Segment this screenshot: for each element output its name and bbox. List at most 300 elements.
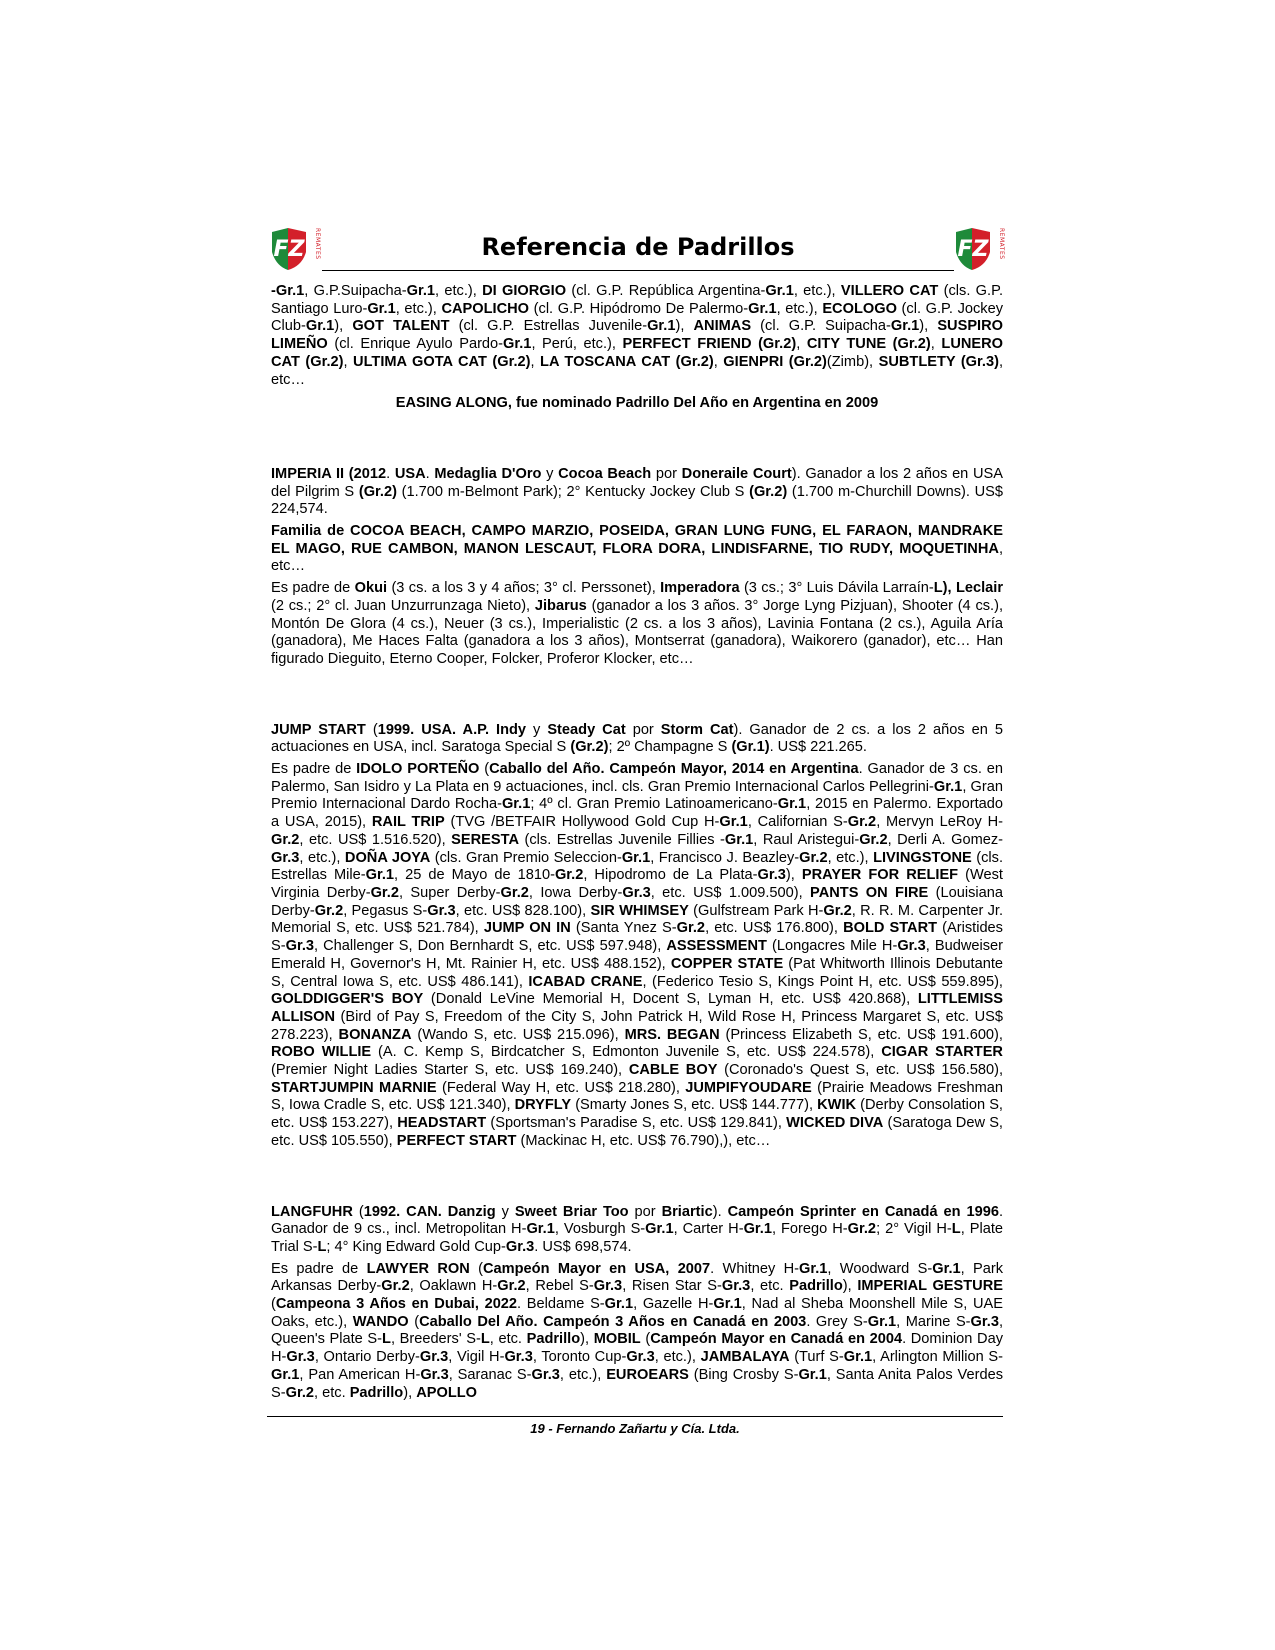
bold-text: Gr.1 <box>777 796 807 813</box>
bold-text: (Gr.2) <box>570 739 609 756</box>
text-run: (2 cs.; 2° cl. Juan Unzurrunzaga Nieto), <box>271 597 535 614</box>
bold-text: L <box>951 1221 961 1238</box>
bold-text: Jibarus <box>534 597 587 614</box>
bold-text: VILLERO CAT <box>840 283 939 299</box>
bold-text: Gr.3 <box>505 1238 535 1255</box>
bold-text: Campeona 3 Años en Dubai, 2022 <box>275 1296 518 1313</box>
bold-text: Gr.2 <box>799 849 828 866</box>
bold-text: Caballo del Año. Campeón Mayor, 2014 en Argentina <box>489 761 859 778</box>
text-run: , Gazelle H- <box>633 1296 714 1313</box>
text-run: (3 cs. a los 3 y 4 años; 3° cl. Perssonet), <box>387 580 661 597</box>
bold-text: (Gr.2) <box>749 483 788 500</box>
text-run: (cls. Estrellas Juvenile Fillies - <box>519 831 725 848</box>
bold-text: LUNERO CAT (Gr.2) <box>271 336 1004 370</box>
text-run: por <box>628 1203 662 1220</box>
bold-text: Gr.2 <box>500 884 529 901</box>
text-run: ), <box>675 318 694 335</box>
bold-text: Gr.1 <box>890 318 920 335</box>
text-run: , Rebel S- <box>525 1278 594 1295</box>
easing-along-note: EASING ALONG, fue nominado Padrillo Del Año en Argentina en 2009 <box>395 395 879 412</box>
text-run: , Challenger S, Don Bernhardt S, etc. US$ 597.948), <box>314 938 667 955</box>
text-run: y <box>541 465 559 482</box>
bold-text: DI GIORGIO <box>482 283 567 299</box>
bold-text: PRAYER FOR RELIEF <box>801 867 959 884</box>
text-run: , Oaklawn H- <box>409 1278 498 1295</box>
bold-text: L <box>480 1331 490 1348</box>
text-run: , etc… <box>271 353 1004 388</box>
bold-text: Gr.3 <box>970 1313 999 1330</box>
bold-text: Gr.3 <box>721 1278 751 1295</box>
langfuhr-progeny <box>271 1261 1003 1403</box>
jump-start-progeny <box>271 761 1003 1150</box>
bold-text: Gr.3 <box>626 1349 655 1366</box>
bold-text: Gr.1 <box>932 1260 961 1277</box>
text-run: ( <box>271 1296 276 1313</box>
text-run: . US$ 221.265. <box>769 739 867 756</box>
bold-text: LITTLEMISS ALLISON <box>271 991 1003 1025</box>
bold-text: PERFECT START <box>396 1132 517 1149</box>
text-run: (cls. Estrellas Mile- <box>271 849 1004 884</box>
text-run: , etc. US$ 1.516.520), <box>299 831 452 848</box>
text-run: ( <box>469 1260 483 1277</box>
bold-text: Caballo Del Año. Campeón 3 Años en Canadá en 2003 <box>419 1313 807 1330</box>
bold-text: Gr.1 <box>645 1221 674 1238</box>
text-run: ), <box>403 1384 417 1401</box>
bold-text: Gr.1 <box>503 336 532 353</box>
text-run: ), <box>334 318 353 335</box>
remates-logo-left <box>270 226 322 274</box>
bold-text: CITY TUNE (Gr.2) <box>806 336 931 353</box>
text-run: ). Ganador de 2 cs. a los 2 años en 5 actuaciones en USA, incl. Saratoga Special S <box>271 721 1004 756</box>
text-run: , etc.), <box>776 300 823 317</box>
page-footer: 19 - Fernando Zañartu y Cía. Ltda. <box>530 1421 740 1436</box>
svg-text:FZ: FZ <box>273 237 305 262</box>
text-run: . <box>386 465 395 482</box>
text-run: , etc. <box>750 1278 790 1295</box>
bold-text: JUMPIFYOUDARE <box>685 1079 812 1096</box>
bold-text: Doneraile Court <box>681 465 792 482</box>
text-run: , Santa Anita Palos Verdes S- <box>271 1366 1003 1401</box>
text-run: , Pan American H- <box>299 1366 421 1383</box>
text-run: y <box>526 721 548 738</box>
bold-text: Gr.3 <box>420 1366 449 1383</box>
text-run: , Arlington Million S- <box>872 1349 1004 1366</box>
bold-text: CABLE BOY <box>628 1062 718 1079</box>
text-run: , Plate Trial S- <box>271 1221 1003 1255</box>
text-run: ; 4° King Edward Gold Cup- <box>326 1238 506 1255</box>
bold-text: Gr.3 <box>757 867 786 884</box>
bold-text: LIVINGSTONE <box>873 849 972 866</box>
bold-text: Gr.1 <box>365 867 395 884</box>
text-run: , Super Derby- <box>398 884 501 901</box>
text-run: (cl. G.P. República Argentina- <box>566 283 766 299</box>
bold-text: Gr.2 <box>859 831 888 848</box>
bold-text: JUMP START <box>271 721 366 738</box>
bold-text: RAIL TRIP <box>371 814 445 831</box>
text-run: , Iowa Derby- <box>528 884 623 901</box>
bold-text: Gr.2 <box>285 1384 314 1401</box>
bold-text: Gr.2 <box>554 867 584 884</box>
document-body <box>271 283 1003 1402</box>
bold-text: Padrillo <box>789 1278 843 1295</box>
bold-text: Campeón Mayor en USA, 2007 <box>483 1260 711 1277</box>
bold-text: Gr.1 <box>798 1366 827 1383</box>
bold-text: ICABAD CRANE <box>528 973 643 990</box>
bold-text: Gr.2 <box>676 920 706 937</box>
svg-text:REMATES: REMATES <box>998 228 1005 260</box>
text-run: , 2015 en Palermo. Exportado a USA, 2015), <box>271 796 1003 831</box>
text-run: . Whitney H- <box>710 1260 800 1277</box>
bold-text: USA <box>394 465 426 482</box>
text-run: , Risen Star S- <box>622 1278 722 1295</box>
text-run: (cls. Gran Premio Seleccion- <box>430 849 622 866</box>
page-header <box>270 226 1006 276</box>
header-rule <box>322 270 954 271</box>
bold-text: SUSPIRO LIMEÑO <box>271 318 1003 353</box>
bold-text: Gr.2 <box>314 902 344 919</box>
text-run: (Derby Consolation S, etc. US$ 153.227), <box>271 1097 1003 1132</box>
paragraph <box>271 283 1003 389</box>
bold-text: Gr.1 <box>305 318 335 335</box>
bold-text: ASSESSMENT <box>666 938 767 955</box>
bold-text: PERFECT FRIEND (Gr.2) <box>622 336 797 353</box>
bold-text: SERESTA <box>451 831 520 848</box>
bold-text: Gr.1 <box>724 831 754 848</box>
text-run: , etc… <box>271 540 1003 575</box>
text-run: (Sportsman's Paradise S, etc. US$ 129.841), <box>486 1115 787 1132</box>
text-run: (1.700 m-Belmont Park); 2° Kentucky Jockey Club S <box>396 483 750 500</box>
text-run: , Ontario Derby- <box>314 1349 420 1366</box>
text-run: , (Federico Tesio S, Kings Point H, etc. US$ 559.895), <box>642 973 1003 990</box>
text-run: , <box>713 353 724 370</box>
bold-text: Gr.3 <box>286 1349 315 1366</box>
bold-text: BOLD START <box>843 920 938 937</box>
bold-text: Gr.3 <box>427 902 456 919</box>
text-run: ( <box>365 721 378 738</box>
text-run: , Park Arkansas Derby- <box>271 1260 1004 1295</box>
bold-text: Gr.3 <box>897 938 926 955</box>
bold-text: Gr.2 <box>823 902 852 919</box>
text-run: , Vigil H- <box>448 1349 505 1366</box>
text-run: Es padre de <box>271 1260 367 1277</box>
bold-text: Gr.1 <box>271 1366 300 1383</box>
text-run: (Pat Whitworth Illinois Debutante S, Central Iowa S, etc. US$ 486.141), <box>271 955 1003 990</box>
bold-text: ANIMAS <box>693 318 752 335</box>
text-run: , Raul Aristegui- <box>753 831 860 848</box>
text-run: , etc. US$ 828.100), <box>455 902 591 919</box>
text-run: , <box>930 336 942 353</box>
text-run: (Smarty Jones S, etc. US$ 144.777), <box>571 1097 818 1114</box>
text-run: (Turf S- <box>789 1349 844 1366</box>
text-run: (Wando S, etc. US$ 215.096), <box>411 1026 625 1043</box>
text-run: , <box>796 336 807 353</box>
text-run: por <box>625 721 661 738</box>
bold-text: Steady Cat <box>547 721 626 738</box>
text-run: ( <box>640 1331 651 1348</box>
bold-text: Campeón Sprinter en Canadá en 1996 <box>727 1203 999 1220</box>
bold-text: Gr.1 <box>526 1221 555 1238</box>
bold-text: Gr.1 <box>719 814 748 831</box>
text-run: (cls. G.P. Santiago Luro- <box>271 283 1003 317</box>
jump-start-intro <box>271 722 1003 757</box>
bold-text: PANTS ON FIRE <box>810 884 929 901</box>
bold-text: MRS. BEGAN <box>624 1026 720 1043</box>
bold-text: APOLLO <box>416 1384 478 1401</box>
text-run: (1.700 m-Churchill Downs). US$ 224,574. <box>271 483 1003 518</box>
text-run: (Mackinac H, etc. US$ 76.790),), etc… <box>516 1132 771 1149</box>
bold-text: WANDO <box>352 1313 409 1330</box>
text-run: , etc.), <box>559 1366 607 1383</box>
bold-text: -Gr.1 <box>271 283 305 299</box>
imperia-family <box>271 523 1003 576</box>
bold-text: Gr.1 <box>799 1260 828 1277</box>
bold-text: BONANZA <box>338 1026 412 1043</box>
text-run: , Toronto Cup- <box>532 1349 627 1366</box>
bold-text: Gr.1 <box>501 796 531 813</box>
imperia-progeny <box>271 580 1003 669</box>
bold-text: Gr.1 <box>765 283 794 299</box>
bold-text: LA TOSCANA CAT (Gr.2) <box>540 353 714 370</box>
text-run: (cl. G.P. Suipacha- <box>751 318 891 335</box>
text-run: ), <box>580 1331 594 1348</box>
bold-text: Gr.3 <box>622 884 651 901</box>
bold-text: DOÑA JOYA <box>344 849 431 866</box>
text-run: , etc.), <box>395 300 442 317</box>
text-run: ( <box>479 761 490 778</box>
bold-text: ULTIMA GOTA CAT (Gr.2) <box>353 353 531 370</box>
bold-text: L <box>317 1238 327 1255</box>
bold-text: Gr.3 <box>531 1366 560 1383</box>
text-run: , etc. US$ 1.009.500), <box>650 884 811 901</box>
text-run: , Woodward S- <box>827 1260 933 1277</box>
text-run: , etc.), <box>654 1349 701 1366</box>
bold-text: STARTJUMPIN MARNIE <box>271 1079 437 1096</box>
bold-text: Gr.2 <box>497 1278 526 1295</box>
text-run: (Bing Crosby S- <box>688 1366 799 1383</box>
bold-text: IMPERIAL GESTURE <box>857 1278 1003 1295</box>
imperia-intro <box>271 466 1003 519</box>
bold-text: Gr.2 <box>381 1278 410 1295</box>
text-run: , Gran Premio Internacional Dardo Rocha- <box>271 778 1003 813</box>
text-run: , Francisco J. Beazley- <box>650 849 800 866</box>
text-run: (TVG /BETFAIR Hollywood Gold Cup H- <box>444 814 720 831</box>
bold-text: Gr.2 <box>847 814 877 831</box>
bold-text: Gr.1 <box>743 1221 772 1238</box>
text-run: por <box>651 465 682 482</box>
bold-text: Gr.3 <box>593 1278 623 1295</box>
text-run: , etc. US$ 176.800), <box>705 920 844 937</box>
text-run: ; 2° Vigil H- <box>876 1221 952 1238</box>
text-run: (cl. G.P. Hipódromo De Palermo- <box>529 300 749 317</box>
remates-logo-right <box>954 226 1006 274</box>
bold-text: Gr.1 <box>748 300 777 317</box>
text-run: , etc. <box>489 1331 527 1348</box>
bold-text: JAMBALAYA <box>700 1349 790 1366</box>
text-run: (Federal Way H, etc. US$ 218.280), <box>436 1079 686 1096</box>
text-run: , Queen's Plate S- <box>271 1313 1004 1348</box>
bold-text: JUMP ON IN <box>483 920 571 937</box>
bold-text: GIENPRI (Gr.2) <box>723 353 827 370</box>
bold-text: Padrillo <box>349 1384 404 1401</box>
bold-text: L), Leclair <box>933 580 1003 597</box>
bold-text: Gr.1 <box>713 1296 742 1313</box>
bold-text: Gr.3 <box>271 849 300 866</box>
bold-text: Gr.3 <box>504 1349 533 1366</box>
text-run: , etc.), <box>827 849 874 866</box>
bold-text: CIGAR STARTER <box>881 1044 1003 1061</box>
langfuhr-intro <box>271 1204 1003 1257</box>
bold-text: 1999. USA. A.P. Indy <box>377 721 527 738</box>
text-run: ). <box>712 1203 728 1220</box>
bold-text: HEADSTART <box>397 1115 487 1132</box>
text-run: ( <box>408 1313 420 1330</box>
svg-text:REMATES: REMATES <box>314 228 321 260</box>
bold-text: (Gr.1) <box>731 739 770 756</box>
bold-text: Padrillo <box>526 1331 581 1348</box>
bold-text: COPPER STATE <box>670 955 784 972</box>
bold-text: Gr.1 <box>406 283 436 299</box>
bold-text: LAWYER RON <box>366 1260 470 1277</box>
bold-text: LANGFUHR <box>271 1203 353 1220</box>
bold-text: MOBIL <box>593 1331 641 1348</box>
text-run: , Saranac S- <box>448 1366 532 1383</box>
bold-text: ECOLOGO <box>822 300 897 317</box>
text-run: , Perú, etc.), <box>531 336 623 353</box>
bold-text: IMPERIA II (2012 <box>271 465 387 482</box>
text-run: , Pegasus S- <box>343 902 428 919</box>
text-run: , Breeders' S- <box>390 1331 481 1348</box>
text-run: (A. C. Kemp S, Birdcatcher S, Edmonton Juvenile S, etc. US$ 224.578), <box>371 1044 882 1061</box>
text-run: (cl. G.P. Jockey Club- <box>271 300 1003 335</box>
text-run: . Ganador de 9 cs., incl. Metropolitan H- <box>271 1203 1004 1238</box>
bold-text: WICKED DIVA <box>786 1115 884 1132</box>
text-run: ( <box>352 1203 364 1220</box>
bold-text: Gr.2 <box>370 884 399 901</box>
bold-text: Storm Cat <box>660 721 734 738</box>
text-run: , Mervyn LeRoy H- <box>876 814 1003 831</box>
bold-text: Gr.1 <box>621 849 651 866</box>
bold-text: Gr.3 <box>419 1349 449 1366</box>
text-run: ; 4º cl. Gran Premio Latinoamericano- <box>530 796 778 813</box>
bold-text: Gr.1 <box>604 1296 634 1313</box>
text-run: , Vosburgh S- <box>554 1221 646 1238</box>
bold-text: Briartic <box>661 1203 713 1220</box>
bold-text: L <box>382 1331 391 1348</box>
bold-text: DRYFLY <box>514 1097 572 1114</box>
bold-text: Okui <box>354 580 388 597</box>
text-run: , Nad al Sheba Moonshell Mile S, UAE Oaks, etc.), <box>271 1296 1004 1330</box>
bold-text: ROBO WILLIE <box>271 1044 372 1061</box>
text-run: , Hipodromo de La Plata- <box>583 867 758 884</box>
text-run: (cl. Enrique Ayulo Pardo- <box>327 336 504 353</box>
page-title: Referencia de Padrillos <box>481 233 795 261</box>
bold-text: Imperadora <box>660 580 740 597</box>
text-run: (West Virginia Derby- <box>271 867 1003 901</box>
text-run: , <box>343 353 354 370</box>
svg-text:FZ: FZ <box>957 237 989 262</box>
text-run: , etc. <box>314 1384 350 1401</box>
text-run: (Louisiana Derby- <box>271 884 1004 919</box>
text-run: , etc.), <box>435 283 483 299</box>
text-run: Es padre de <box>271 761 357 778</box>
bold-text: GOT TALENT <box>352 318 450 335</box>
text-run: , 25 de Mayo de 1810- <box>394 867 555 884</box>
text-run: Es padre de <box>271 580 355 597</box>
text-run: , G.P.Suipacha- <box>304 283 407 299</box>
text-run: , etc.), <box>793 283 841 299</box>
bold-text: Gr.1 <box>867 1313 897 1330</box>
bold-text: SIR WHIMSEY <box>590 902 689 919</box>
bold-text: Gr.2 <box>847 1221 877 1238</box>
text-run: (Donald LeVine Memorial H, Docent S, Lyman H, etc. US$ 420.868), <box>423 991 918 1008</box>
text-run: (ganador a los 3 años. 3° Jorge Lyng Pizjuan), Shooter (4 cs.), Montón De Glora (4 cs.), Neuer (3 cs.), Imperialistic (2 cs. a los 3 años), Lavinia Fontana (2 cs.), Aguila Aría (ganadora), Me Haces Falta (ganadora a los 3 años), Montserrat (ganadora), Waikorero (ganador), etc… Han figurado Dieguito, Eterno Cooper, Folcker, Proferor Klocker, etc… <box>271 597 1004 667</box>
bold-text: Gr.1 <box>647 318 676 335</box>
text-run: (Santa Ynez S- <box>570 920 677 937</box>
text-run: (Saratoga Dew S, etc. US$ 105.550), <box>271 1115 1003 1149</box>
bold-text: (Gr.2) <box>358 483 397 500</box>
bold-text: Gr.1 <box>933 778 963 795</box>
text-run: (Gulfstream Park H- <box>688 902 824 919</box>
text-run: , Carter H- <box>673 1221 744 1238</box>
text-run: (Longacres Mile H- <box>766 938 898 955</box>
bold-text: Gr.1 <box>843 1349 873 1366</box>
bold-text: IDOLO PORTEÑO <box>356 761 480 778</box>
bold-text: Gr.2 <box>271 831 300 848</box>
text-run: . US$ 698,574. <box>534 1238 632 1255</box>
bold-text: Gr.3 <box>285 938 314 955</box>
bold-text: KWIK <box>817 1097 857 1114</box>
text-run: , Derli A. Gomez- <box>887 831 1003 848</box>
bold-text: Campeón Mayor en Canadá en 2004 <box>650 1331 903 1348</box>
text-run: , Californian S- <box>747 814 848 831</box>
text-run: . Dominion Day H- <box>271 1331 1003 1366</box>
text-run: ; 2º Champagne S <box>608 739 732 756</box>
bold-text: Cocoa Beach <box>558 465 652 482</box>
text-run: , <box>530 353 541 370</box>
text-run: (Zimb), <box>826 353 879 370</box>
text-run: (cl. G.P. Estrellas Juvenile- <box>449 318 648 335</box>
text-run: . Beldame S- <box>517 1296 605 1313</box>
text-run: . Ganador de 3 cs. en Palermo, San Isidro y La Plata en 9 actuaciones, incl. cls. Gran Premio Internacional Carlos Pellegrini- <box>271 761 1003 795</box>
text-run: (Bird of Pay S, Freedom of the City S, John Patrick H, Wild Rose H, Princess Margaret S, etc. US$ 278.223), <box>271 1008 1003 1043</box>
text-run: (3 cs.; 3° Luis Dávila Larraín- <box>739 580 934 597</box>
text-run: ), <box>919 318 938 335</box>
bold-text: Familia de COCOA BEACH, CAMPO MARZIO, POSEIDA, GRAN LUNG FUNG, EL FARAON, MANDRAKE EL MAGO, RUE CAMBON, MANON LESCAUT, FLORA DORA, LINDISFARNE, TIO RUDY, MOQUETINHA <box>271 523 1003 557</box>
bold-text: Gr.1 <box>367 300 396 317</box>
text-run: , Marine S- <box>896 1313 971 1330</box>
bold-text: 1992. CAN. Danzig <box>363 1203 496 1220</box>
text-run: , etc.), <box>299 849 345 866</box>
text-run: , Budweiser Emerald H, Governor's H, Mt. Rainier H, etc. US$ 488.152), <box>271 938 1003 972</box>
bold-text: Medaglia D'Oro <box>434 465 542 482</box>
text-run: , Forego H- <box>771 1221 848 1238</box>
text-run: y <box>495 1203 515 1220</box>
text-run: ), <box>785 867 802 884</box>
text-run: (Princess Elizabeth S, etc. US$ 191.600), <box>719 1026 1003 1043</box>
bold-text: CAPOLICHO <box>441 300 530 317</box>
bold-text: SUBTLETY (Gr.3) <box>878 353 999 370</box>
bold-text: GOLDDIGGER'S BOY <box>271 991 424 1008</box>
text-run: . Grey S- <box>806 1313 868 1330</box>
text-run: . <box>425 465 435 482</box>
text-run: (Prairie Meadows Freshman S, Iowa Cradle S, etc. US$ 121.340), <box>271 1079 1003 1114</box>
text-run: ), <box>842 1278 858 1295</box>
text-run: (Coronado's Quest S, etc. US$ 156.580), <box>717 1062 1004 1079</box>
text-run: , R. R. M. Carpenter Jr. Memorial S, etc. US$ 521.784), <box>271 902 1004 937</box>
text-run: (Premier Night Ladies Starter S, etc. US$ 169.240), <box>271 1062 629 1079</box>
text-run: ). Ganador a los 2 años en USA del Pilgrim S <box>271 465 1003 500</box>
text-run: (Aristides S- <box>271 920 1003 955</box>
